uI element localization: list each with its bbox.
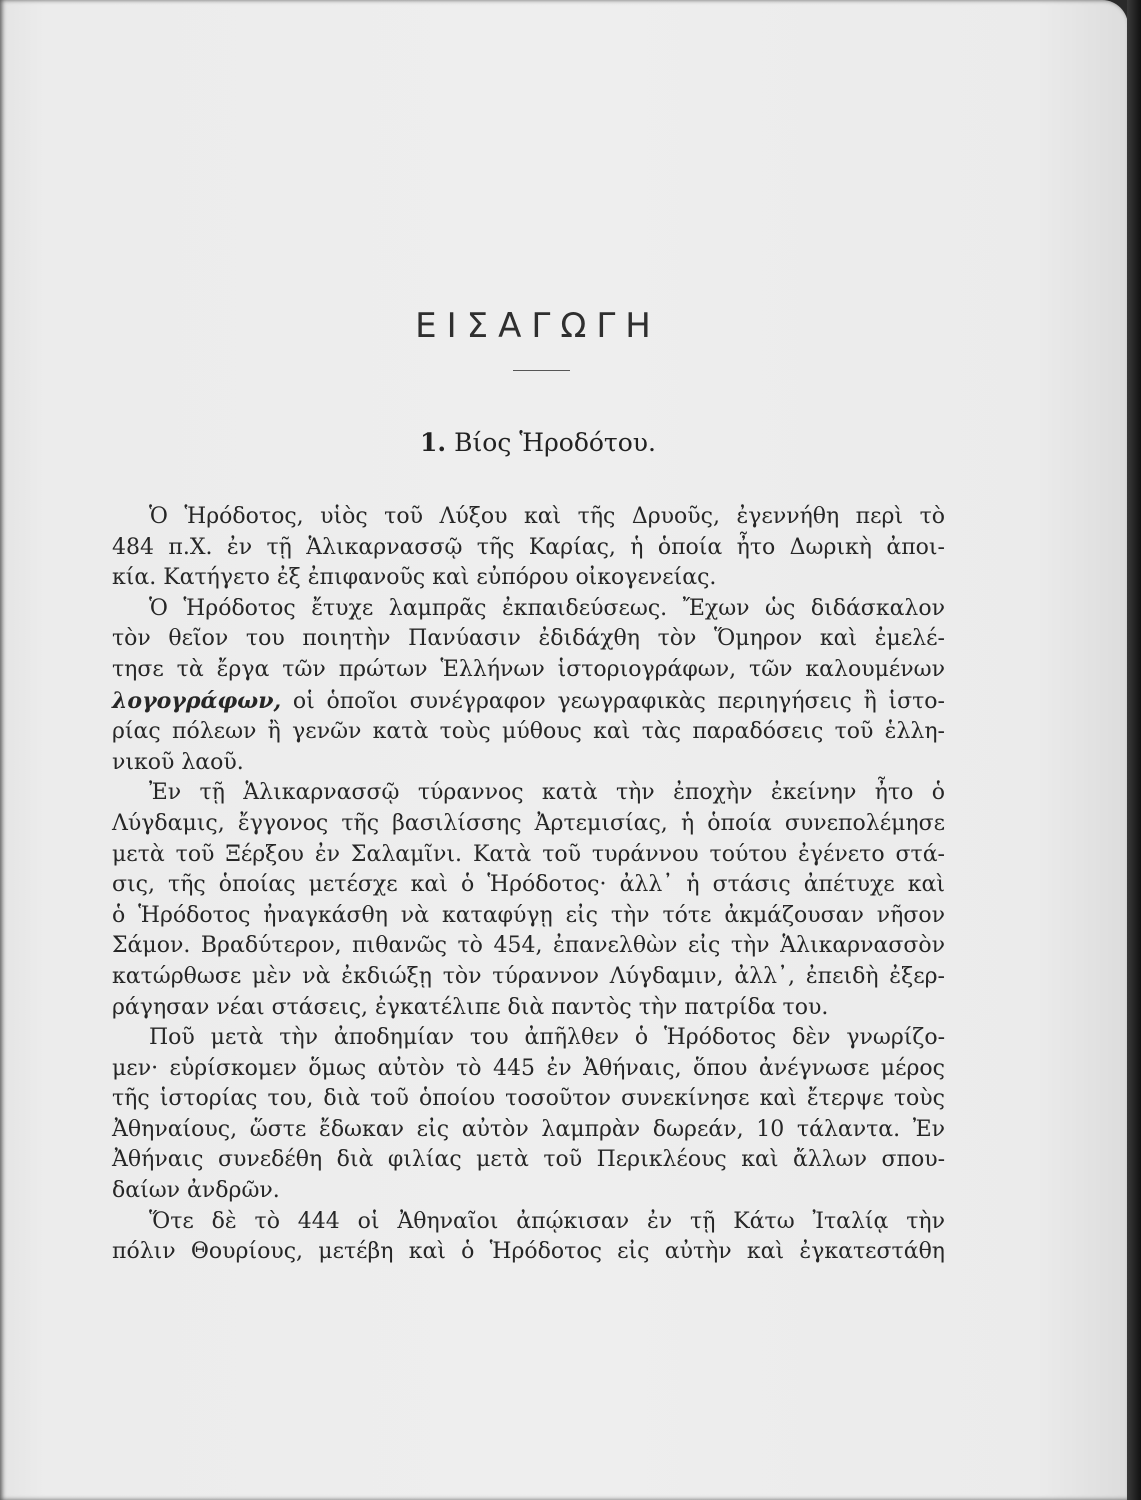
text-line: δαίων ἀνδρῶν. <box>112 1178 280 1204</box>
text-line: Ὁ Ἡρόδοτος ἔτυχε λαμπρᾶς ἐκπαιδεύσεως. Ἔχων ὡς διδάσκαλον <box>149 595 945 621</box>
text-line: σις, τῆς ὁποίας μετέσχε καὶ ὁ Ἡρόδοτος· ἀλλ᾽ ἡ στάσις ἀπέτυχε καὶ <box>112 872 945 898</box>
text-line: Λύγδαμις, ἔγγονος τῆς βασιλίσσης Ἀρτεμισίας, ἡ ὁποία συνεπολέμησε <box>112 810 945 836</box>
text-line: 484 π.Χ. ἐν τῇ Ἁλικαρνασσῷ τῆς Καρίας, ἡ ὁποία ἦτο Δωρικὴ ἀποι- <box>112 534 945 560</box>
text-line: Ἐν τῇ Ἁλικαρνασσῷ τύραννος κατὰ τὴν ἐποχὴν ἐκείνην ἦτο ὁ <box>149 780 945 806</box>
page-edge-shadow <box>1127 0 1141 1500</box>
section-number: 1. <box>420 428 447 457</box>
text-line: κία. Κατήγετο ἐξ ἐπιφανοῦς καὶ εὐπόρου οἰκογενείας. <box>112 565 717 591</box>
paragraph <box>112 1023 945 1207</box>
text-line: μεν· εὑρίσκομεν ὅμως αὐτὸν τὸ 445 ἐν Ἀθήναις, ὅπου ἀνέγνωσε μέρος <box>112 1055 945 1081</box>
section-title: Βίος Ἡροδότου. <box>454 428 656 457</box>
text-line: Ὁ Ἡρόδοτος, υἱὸς τοῦ Λύξου καὶ τῆς Δρυοῦς, ἐγεννήθη περὶ τὸ <box>149 504 945 529</box>
text-line <box>112 686 945 718</box>
paragraph <box>112 778 945 1023</box>
text-line: Σάμον. Βραδύτερον, πιθανῶς τὸ 454, ἐπανελθὼν εἰς τὴν Ἁλικαρνασσὸν <box>112 933 945 959</box>
title-divider <box>513 370 570 371</box>
text-line: τὸν θεῖον του ποιητὴν Πανύασιν ἐδιδάχθη τὸν Ὅμηρον καὶ ἐμελέ- <box>112 626 945 652</box>
section-heading <box>0 428 1076 457</box>
text-line: πόλιν Θουρίους, μετέβη καὶ ὁ Ἡρόδοτος εἰς αὐτὴν καὶ ἐγκατεστάθη <box>112 1239 945 1265</box>
emphasized-term: λογογράφων, <box>112 687 282 714</box>
text-line: ρίας πόλεων ἢ γενῶν κατὰ τοὺς μύθους καὶ τὰς παραδόσεις τοῦ ἑλλη- <box>112 719 945 745</box>
chapter-title: ΕΙΣΑΓΩΓΗ <box>415 306 661 346</box>
text-line: τῆς ἱστορίας του, διὰ τοῦ ὁποίου τοσοῦτον συνεκίνησε καὶ ἔτερψε τοὺς <box>112 1086 945 1112</box>
text-line: Ποῦ μετὰ τὴν ἀποδημίαν του ἀπῆλθεν ὁ Ἡρόδοτος δὲν γνωρίζο- <box>149 1025 945 1051</box>
paragraph <box>112 594 945 779</box>
text-line: Ἀθηναίους, ὥστε ἔδωκαν εἰς αὐτὸν λαμπρὰν δωρεάν, 10 τάλαντα. Ἐν <box>112 1116 945 1142</box>
text-line: κατώρθωσε μὲν νὰ ἐκδιώξῃ τὸν τύραννον Λύγδαμιν, ἀλλ᾽, ἐπειδὴ ἐξερ- <box>112 963 945 989</box>
text-line: τησε τὰ ἔργα τῶν πρώτων Ἑλλήνων ἱστοριογράφων, τῶν καλουμένων <box>112 656 945 682</box>
text-line: Ἀθήναις συνεδέθη διὰ φιλίας μετὰ τοῦ Περικλέους καὶ ἄλλων σπου- <box>112 1147 945 1173</box>
text-line: ὁ Ἡρόδοτος ἠναγκάσθη νὰ καταφύγῃ εἰς τὴν τότε ἀκμάζουσαν νῆσον <box>112 902 945 928</box>
paragraph <box>112 1207 945 1268</box>
text-line: ράγησαν νέαι στάσεις, ἐγκατέλιπε διὰ παντὸς τὴν πατρίδα του. <box>112 994 829 1020</box>
text-line: μετὰ τοῦ Ξέρξου ἐν Σαλαμῖνι. Κατὰ τοῦ τυράννου τούτου ἐγένετο στά- <box>112 841 945 867</box>
paragraph <box>112 502 945 594</box>
text-fragment: οἱ ὁποῖοι συνέγραφον γεωγραφικὰς περιηγήσεις ἢ ἱστο- <box>281 688 945 714</box>
text-line: νικοῦ λαοῦ. <box>112 749 244 775</box>
body-text <box>112 502 945 1268</box>
text-line: Ὅτε δὲ τὸ 444 οἱ Ἀθηναῖοι ἀπῴκισαν ἐν τῇ Κάτω Ἰταλίᾳ τὴν <box>149 1208 945 1234</box>
